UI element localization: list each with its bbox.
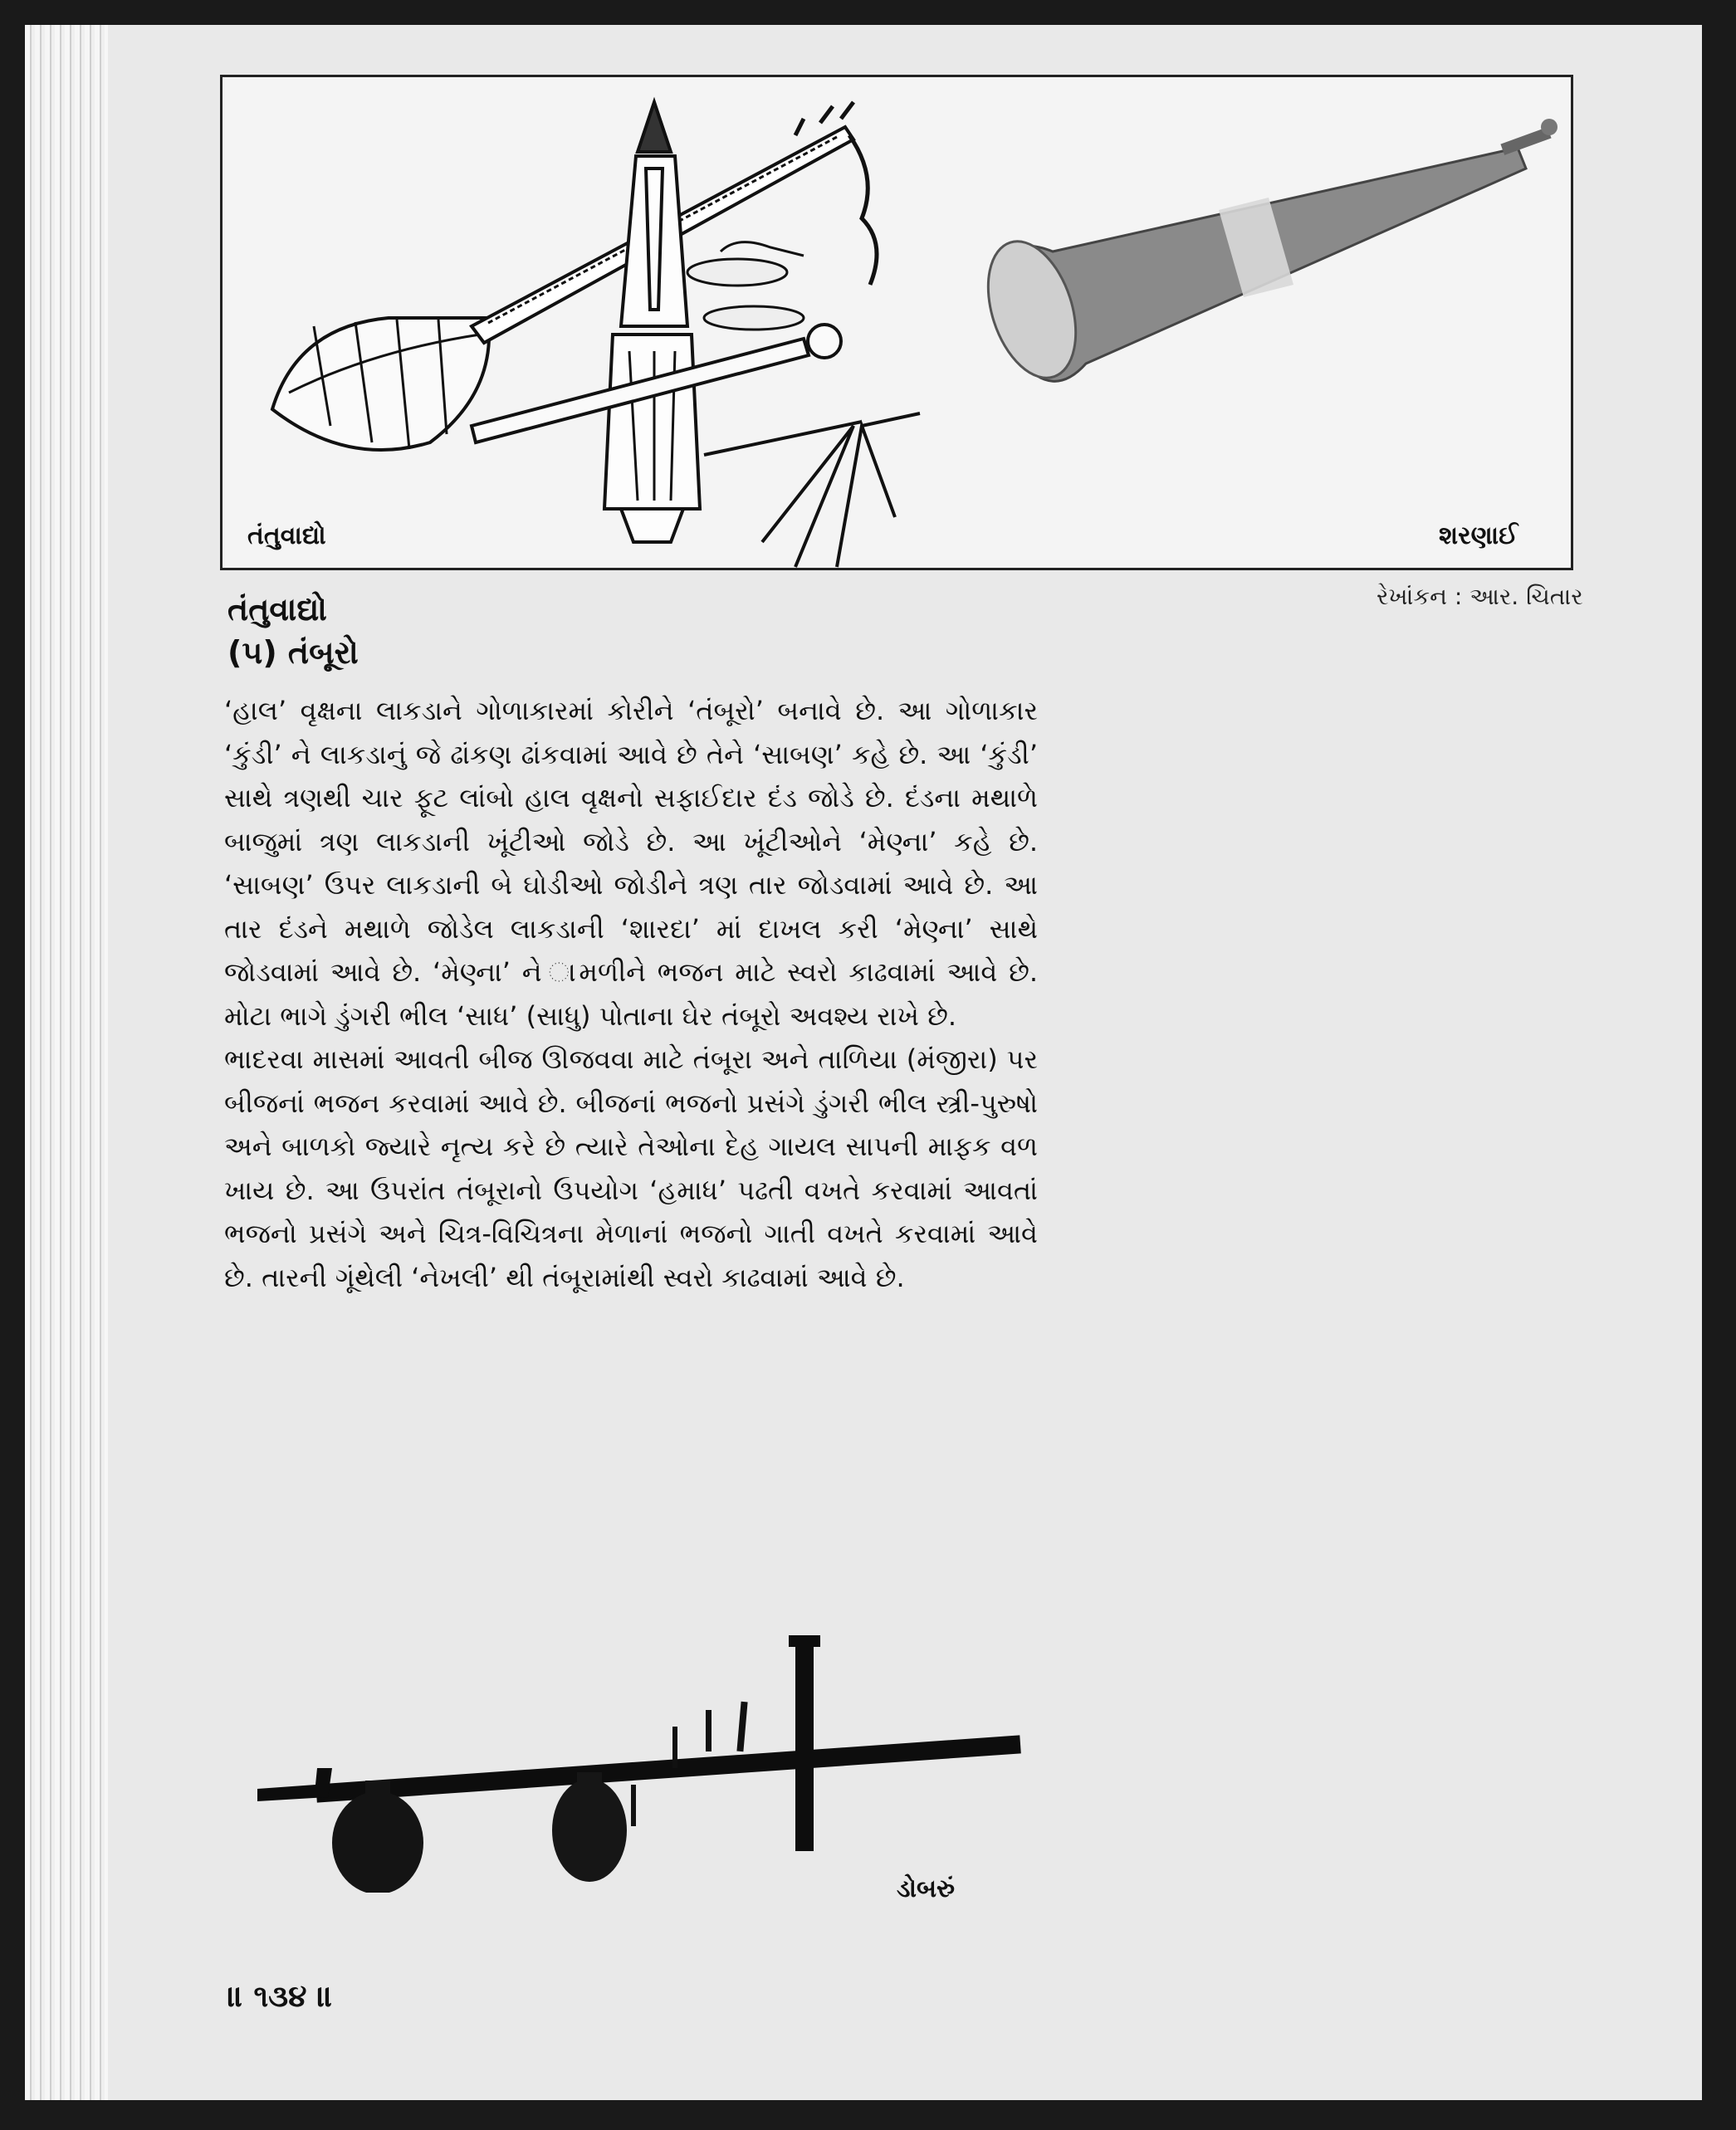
ektara-drawing	[604, 102, 700, 542]
paragraph: ભાદરવા માસમાં આવતી બીજ ઊજવવા માટે તંબૂરા અને તાળિયા (મંજીરા) પર બીજનાં ભજન કરવામાં આવે છે. બીજનાં ભજનો પ્રસંગે ડુંગરી ભીલ સ્ત્રી-પુરુષો અને બાળકો જ્યારે નૃત્ય કરે છે ત્યારે તેઓના દેહ ગાયલ સાપની માફક વળ ખાય છે. આ ઉપરાંત તંબૂરાનો ઉપયોગ ‘હમાધ’ પઢતી વખતે કરવામાં આવતાં ભજનો પ્રસંગે અને ચિત્ર-વિચિત્રના મેળાનાં ભજનો ગાતી વખતે કરવામાં આવે છે. તારની ગૂંથેલી ‘નેખલી’ થી તંબૂરામાંથી સ્વરો કાઢવામાં આવે છે.	[224, 1043, 1038, 1293]
section-title: તંતુવાદ્યો	[227, 591, 327, 628]
paragraph: ‘હાલ’ વૃક્ષના લાકડાને ગોળાકારમાં કોરીને ‘તંબૂરો’ બનાવે છે. આ ગોળાકાર ‘કુંડી’ ને લાકડાનું જે ઢાંકણ ઢાંકવામાં આવે છે તેને ‘સાબણ’ કહે છે. આ ‘કુંડી’ સાથે ત્રણથી ચાર ફૂટ લાંબો હાલ વૃક્ષનો સફાઈદાર દંડ જોડે છે. દંડના મથાળે બાજુમાં ત્રણ લાકડાની ખૂંટીઓ જોડે છે. આ ખૂંટીઓને ‘મેણ્ના’ કહે છે. ‘સાબણ’ ઉપર લાકડાની બે ઘોડીઓ જોડીને ત્રણ તાર જોડવામાં આવે છે. આ તાર દંડને મથાળે જોડેલ લાકડાની ‘શારદા’ માં દાખલ કરી ‘મેણ્ના’ સાથે જોડવામાં આવે છે. ‘મેણ્ના’ ને ામળીને ભજન માટે સ્વરો કાઢવામાં આવે છે. મોટા ભાગે ડુંગરી ભીલ ‘સાધ’ (સાધુ) પોતાના ઘેર તંબૂરો અવશ્ય રાખે છે.	[224, 695, 1038, 1032]
page-stack-edges	[25, 25, 108, 2100]
instrument-illustration	[220, 75, 1573, 570]
photo-caption: ડોબરું	[897, 1874, 956, 1903]
pincer-drawing	[704, 413, 920, 567]
dobaru-photo	[241, 1619, 1038, 1893]
figure-left-caption: તંતુવાદ્યો	[247, 521, 326, 550]
section-subtitle: (૫) તંબૂરો	[227, 634, 359, 671]
shehnai-drawing	[972, 119, 1558, 389]
page-number: ॥ ૧૩૪ ॥	[227, 1980, 334, 2014]
string-instruments-drawing	[223, 77, 1571, 568]
small-parts-drawing	[687, 242, 804, 330]
body-text	[224, 689, 1038, 1299]
illustration-credit: રેખાંકન : આર. ચિતાર	[1377, 583, 1583, 610]
figure-right-caption: શરણાઈ	[1439, 521, 1518, 550]
